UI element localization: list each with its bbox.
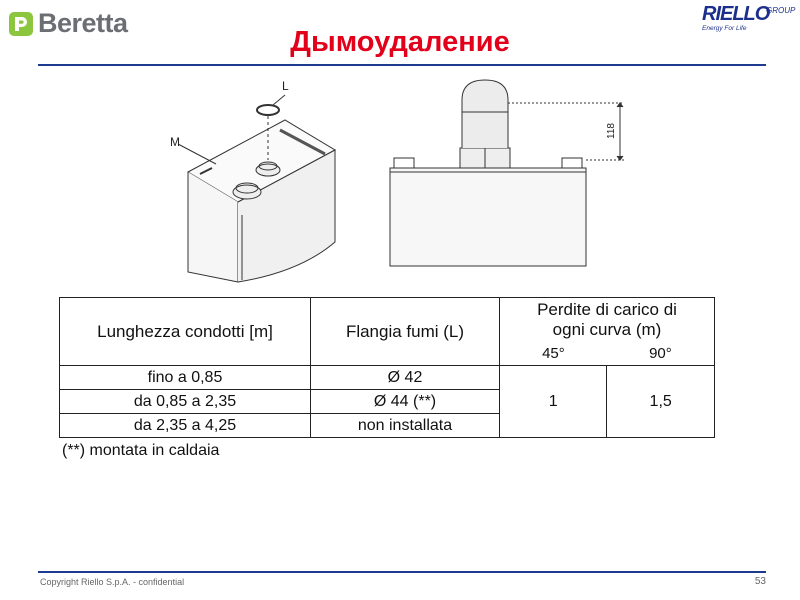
label-m: M bbox=[170, 135, 180, 149]
boiler-isometric-view bbox=[178, 95, 335, 282]
header-90-degrees: 90° bbox=[607, 342, 715, 366]
riello-group-label: GROUP bbox=[766, 6, 796, 15]
boiler-flue-drawing bbox=[150, 72, 650, 287]
label-l: L bbox=[282, 79, 289, 93]
cell-length: fino a 0,85 bbox=[60, 366, 311, 390]
cell-flange: Ø 44 (**) bbox=[311, 390, 500, 414]
cell-flange: Ø 42 bbox=[311, 366, 500, 390]
dimension-118: 118 bbox=[606, 123, 617, 139]
flue-spec-table bbox=[59, 297, 715, 438]
riello-tagline: Energy For Life bbox=[702, 25, 747, 32]
header-pressure-loss: Perdite di carico di ogni curva (m) bbox=[500, 298, 715, 342]
boiler-side-view bbox=[390, 80, 624, 266]
header-flue-flange: Flangia fumi (L) bbox=[311, 298, 500, 366]
cell-length: da 0,85 a 2,35 bbox=[60, 390, 311, 414]
page-number: 53 bbox=[754, 576, 766, 587]
cell-flange: non installata bbox=[311, 414, 500, 438]
footer-divider bbox=[38, 571, 766, 573]
header-duct-length: Lunghezza condotti [m] bbox=[60, 298, 311, 366]
cell-length: da 2,35 a 4,25 bbox=[60, 414, 311, 438]
table-footnote: (**) montata in caldaia bbox=[62, 442, 220, 459]
cell-loss-90: 1,5 bbox=[607, 366, 715, 438]
beretta-brand-name: Beretta bbox=[38, 8, 128, 38]
header-45-degrees: 45° bbox=[500, 342, 607, 366]
page-title: Дымоудаление bbox=[290, 26, 510, 58]
cell-loss-45: 1 bbox=[500, 366, 607, 438]
footer-copyright: Copyright Riello S.p.A. - confidential bbox=[40, 577, 185, 587]
header-divider bbox=[38, 64, 766, 66]
riello-brand-name: RIELLO bbox=[702, 3, 770, 25]
table-row bbox=[60, 366, 715, 390]
table-header-row bbox=[60, 298, 715, 342]
